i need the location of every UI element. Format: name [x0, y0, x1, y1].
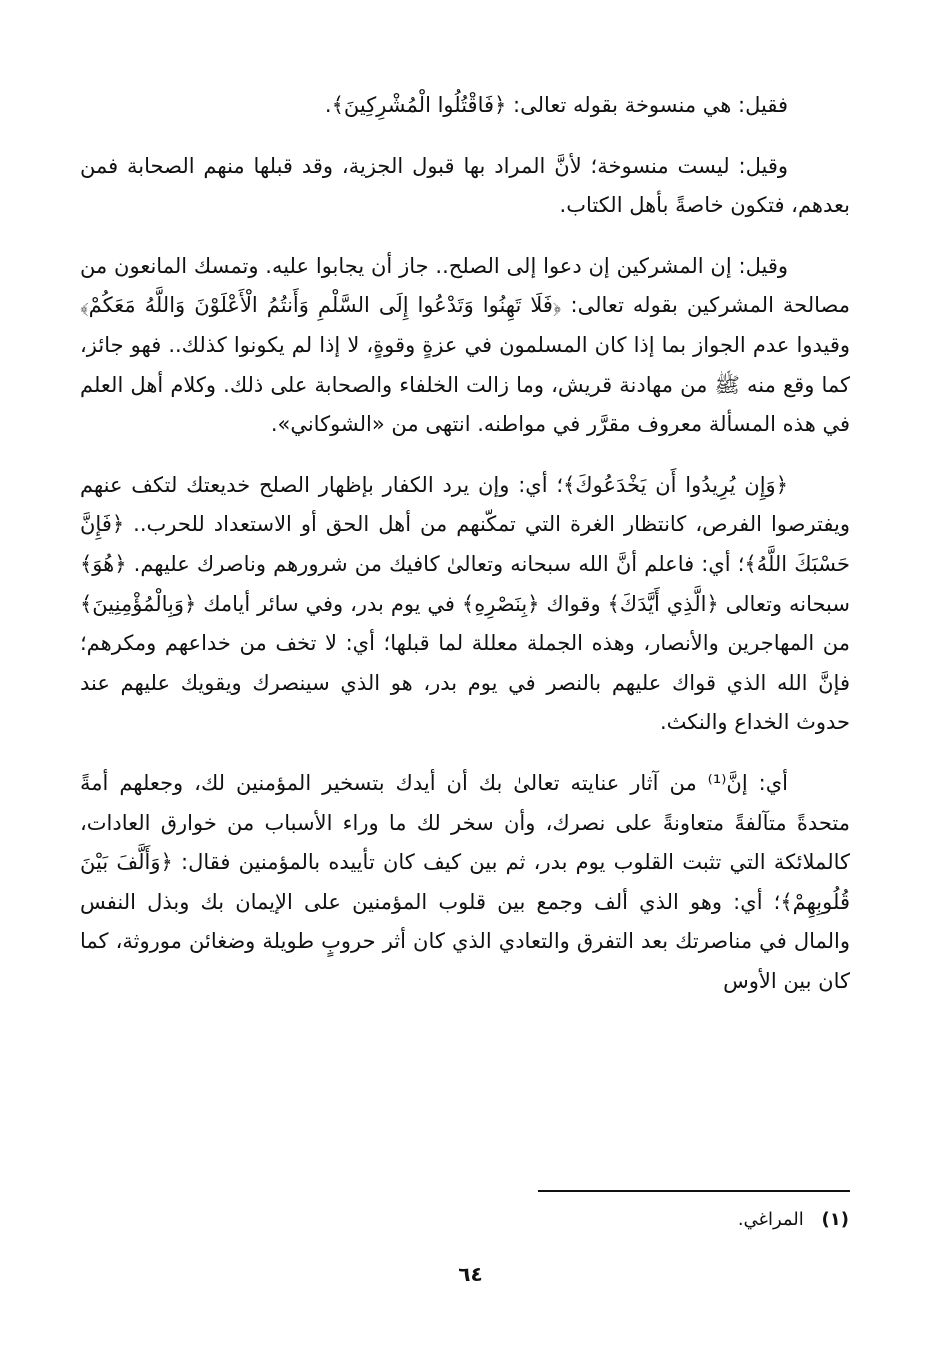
paragraph-2: وقيل: ليست منسوخة؛ لأنَّ المراد بها قبول الجزية، وقد قبلها منهم الصحابة فمن بعدهم، فتكون خاصةً بأهل الكتاب. — [80, 153, 850, 218]
footnote-divider — [538, 1190, 850, 1192]
footnote-number: (١) — [821, 1209, 849, 1230]
paragraph-1: فقيل: هي منسوخة بقوله تعالى: ﴿فَاقْتُلُوا الْمُشْرِكِينَ﴾. — [324, 93, 788, 117]
paragraph-3: وقيل: إن المشركين إن دعوا إلى الصلح.. جاز أن يجابوا عليه. وتمسك المانعون من مصالحة المشركين بقوله تعالى: ﴿فَلَا تَهِنُوا وَتَدْعُوا إِلَى السَّلْمِ وَأَنتُمُ الْأَعْلَوْنَ وَاللَّهُ مَعَكُمْ﴾ وقيدوا عدم الجواز بما إذا كان المسلمون في عزةٍ وقوةٍ، لا إذا لم يكونوا كذلك.. فهو جائز، كما وقع منه ﷺ من مهادنة قريش، وما زالت الخلفاء والصحابة على ذلك. وكلام أهل العلم في هذه المسألة معروف مقرَّر في مواطنه. انتهى من «الشوكاني». — [80, 253, 850, 437]
footnote-text: المراغي. — [737, 1209, 804, 1230]
paragraph-4: ﴿وَإِن يُرِيدُوا أَن يَخْدَعُوكَ﴾؛ أي: وإن يرد الكفار بإظهار الصلح خديعتك لتكف عنهم ويفترصوا الفرص، كانتظار الغرة التي تمكّنهم من أهل الحق أو الاستعداد للحرب.. ﴿فَإِنَّ حَسْبَكَ اللَّهُ﴾؛ أي: فاعلم أنَّ الله سبحانه وتعالىٰ كافيك من شرورهم وناصرك عليهم. ﴿هُوَ﴾ سبحانه وتعالى ﴿الَّذِي أَيَّدَكَ﴾ وقواك ﴿بِنَصْرِهِ﴾ في يوم بدر، وفي سائر أيامك ﴿وَبِالْمُؤْمِنِينَ﴾ من المهاجرين والأنصار، وهذه الجملة معللة لما قبلها؛ أي: لا تخف من خداعهم ومكرهم؛ فإنَّ الله الذي قواك عليهم بالنصر في يوم بدر، هو الذي سينصرك ويقويك عليهم عند حدوث الخداع والنكث. — [80, 472, 850, 735]
page-number: ٦٤ — [458, 1262, 483, 1286]
footnote — [249, 1206, 849, 1234]
page-body — [80, 86, 850, 1022]
paragraph-5: أي: إنَّ⁽¹⁾ من آثار عنايته تعالىٰ بك أن أيدك بتسخير المؤمنين لك، وجعلهم أمةً متحدةً متآلفةً متعاونةً على نصرك، وأن سخر لك ما وراء الأسباب من خوارق العادات، كالملائكة التي تثبت القلوب يوم بدر، ثم بين كيف كان تأييده بالمؤمنين فقال: ﴿وَأَلَّفَ بَيْنَ قُلُوبِهِمْ﴾؛ أي: وهو الذي ألف وجمع بين قلوب المؤمنين على الإيمان بك وبذل النفس والمال في مناصرتك بعد التفرق والتعادي الذي كان أثر حروبٍ طويلة وضغائن موروثة، كما كان بين الأوس — [80, 770, 850, 993]
